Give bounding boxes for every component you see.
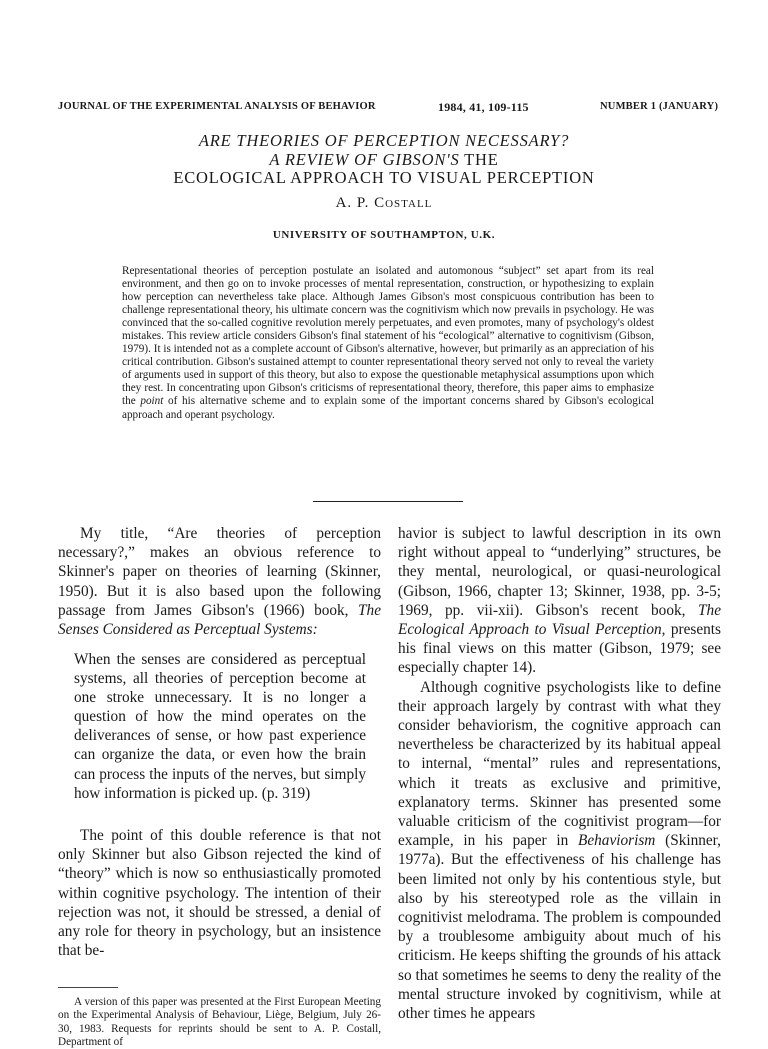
book-title-senses: The Senses Considered as Perceptual Systems:	[58, 601, 381, 639]
book-title-ecological: The Ecological Approach to Visual Perception,	[398, 601, 721, 639]
abstract-italic: point	[140, 395, 164, 408]
section-divider	[313, 501, 463, 502]
right-paragraph-1-text-2: presents his final views on this matter (Gibson, 1979; see especially chapter 14).	[398, 621, 721, 677]
issue-number: NUMBER 1 (JANUARY)	[600, 101, 719, 112]
author: A. P. Costall	[335, 195, 433, 211]
title-line-1: ARE THEORIES OF PERCEPTION NECESSARY?	[198, 131, 570, 150]
journal-title-behaviorism: Behaviorism	[578, 832, 656, 850]
title-line-2-italic: A REVIEW OF GIBSON'S	[269, 150, 460, 169]
abstract	[122, 265, 654, 422]
title-line-3: ECOLOGICAL APPROACH TO VISUAL PERCEPTION	[173, 168, 595, 187]
affiliation: UNIVERSITY OF SOUTHAMPTON, U.K.	[272, 229, 496, 241]
title-line-2	[0, 150, 768, 170]
left-column	[58, 524, 381, 639]
abstract-text-2: of his alternative scheme and to explain some of the important concerns shared by Gibson's ecological approach and operant psychology.	[122, 395, 654, 421]
right-paragraph-1-text: havior is subject to lawful description in its own right without appeal to “underlying” structures, be they mental, neurological, or quasi-neurological (Gibson, 1966, chapter 13; Skinner, 1938, pp. 3-5; 1969, pp. vii-xii). Gibson's recent book,	[398, 525, 721, 619]
journal-name: JOURNAL OF THE EXPERIMENTAL ANALYSIS OF BEHAVIOR	[58, 101, 376, 112]
citation: 1984, 41, 109-115	[438, 100, 529, 114]
right-paragraph-2-text: Although cognitive psychologists like to define their approach largely by contrast with what they consider behaviorism, the cognitive approach can nevertheless be characterized by its habitual appeal to internal, “mental” rules and representations, which it treats as exclusive and primitive, explanatory terms. Skinner has presented some valuable criticism of the cognitivist program—for example, in his paper in	[398, 678, 721, 850]
left-paragraph-2	[58, 826, 381, 960]
footnote: A version of this paper was presented at the First European Meeting on the Experimental Analysis of Behaviour, Liège, Belgium, July 26-30, 1983. Requests for reprints should be sent to A. P. Costall, Department of	[58, 996, 381, 1048]
right-paragraph-2	[398, 678, 721, 1024]
left-paragraph-2-text: The point of this double reference is that not only Skinner but also Gibson rejected the kind of “theory” which is now so enthusiastically promoted within cognitive psychology. The intention of their rejection was not, it should be stressed, a denial of any role for theory in psychology, but an insistence that be-	[58, 827, 381, 960]
abstract-text-1: Representational theories of perception postulate an isolated and automonous “subject” set apart from its real environment, and then go on to invoke processes of mental representation, construction, or hypothesizing to explain how perception can nevertheless take place. Although James Gibson's most conspicuous contribution has been to challenge representational theory, his ultimate concern was the cognitivism which now prevails in psychology. He was convinced that the so-called cognitive revolution merely perpetuates, and even promotes, many of psychology's oldest mistakes. This review article considers Gibson's final statement of his “ecological” alternative to cognitivism (Gibson, 1979). It is intended not as a complete account of Gibson's alternative, however, but primarily as an appreciation of his critical contribution. Gibson's sustained attempt to counter representational theory served not only to reveal the variety of arguments used in support of this theory, but also to expose the questionable metaphysical assumptions upon which they rest. In concentrating upon Gibson's criticisms of representational theory, therefore, this paper aims to emphasize the	[122, 265, 654, 408]
right-paragraph-2-text-2: (Skinner, 1977a). But the effectiveness of his challenge has been limited not only by his contentious style, but also by his stereotyped role as the villain in cognitivist melodrama. The problem is compounded by a troublesome ambiguity about much of his criticism. He keeps shifting the grounds of his attack so that sometimes he seems to deny the reality of the mental structure invoked by cognitivism, while at other times he appears	[398, 832, 721, 1023]
left-paragraph-1	[58, 524, 381, 639]
block-quote: When the senses are considered as perceptual systems, all theories of perception become at one stroke unnecessary. It is no longer a question of how the mind operates on the deliverances of sense, or how past experience can organize the data, or even how the brain can process the inputs of the nerves, but simply how information is picked up. (p. 319)	[74, 651, 366, 802]
right-paragraph-1	[398, 524, 721, 678]
title-line-2-rest: THE	[459, 150, 499, 169]
left-paragraph-1-text: My title, “Are theories of perception necessary?,” makes an obvious reference to Skinner's paper on theories of learning (Skinner, 1950). But it is also based upon the following passage from James Gibson's (1966) book,	[58, 525, 381, 619]
footnote-rule	[58, 987, 118, 988]
right-column	[398, 524, 721, 1023]
